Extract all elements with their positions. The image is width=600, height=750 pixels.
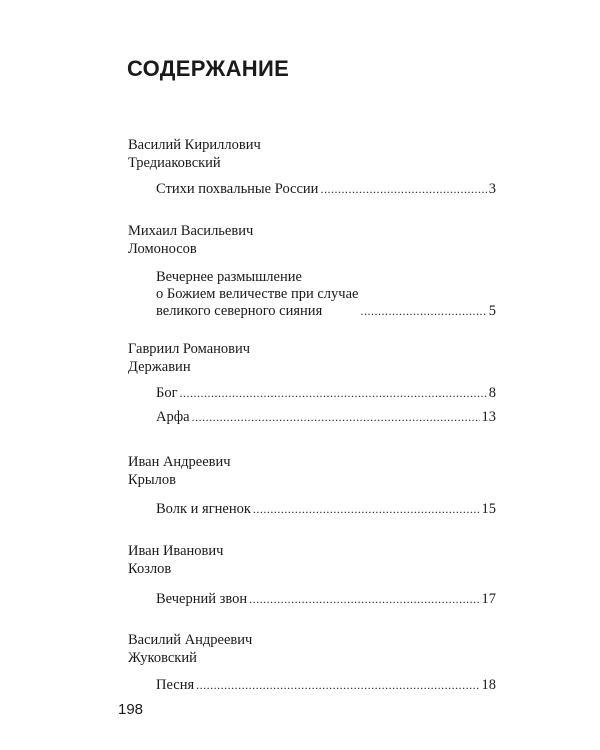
author-name: Василий Андреевич — [128, 632, 253, 648]
author-block — [128, 340, 250, 376]
author-block — [128, 542, 223, 578]
dot-leader — [253, 501, 480, 518]
author-surname: Крылов — [128, 472, 176, 488]
toc-entry-title-line: Вечерний звон — [156, 591, 248, 607]
toc-entry[interactable] — [156, 501, 496, 518]
toc-entry[interactable] — [156, 591, 496, 608]
toc-entry-title-line: Волк и ягненок — [156, 501, 251, 517]
dot-leader — [180, 385, 487, 402]
toc-entry[interactable] — [156, 181, 496, 198]
author-name: Иван Иванович — [128, 543, 224, 559]
toc-entry-title — [156, 181, 318, 198]
toc-entry-page: 13 — [481, 409, 496, 425]
author-block — [128, 453, 231, 489]
toc-entry-title-line: о Божием величестве при случае — [156, 286, 359, 302]
toc-entry-page: 15 — [481, 501, 496, 517]
author-surname: Тредиаковский — [128, 155, 221, 171]
toc-entry-page: 8 — [488, 385, 496, 401]
toc-entry[interactable] — [156, 269, 496, 320]
dot-leader — [320, 181, 486, 198]
toc-entry-title-line: Бог — [156, 385, 178, 401]
toc-entry[interactable] — [156, 409, 496, 426]
page-title: СОДЕРЖАНИЕ — [127, 56, 290, 81]
toc-entry-title — [156, 269, 358, 320]
toc-entry-title-line: великого северного сияния — [156, 303, 323, 319]
toc-entry-title-line: Песня — [156, 677, 195, 693]
toc-entry-title-line: Стихи похвальные России — [156, 181, 319, 197]
page-number: 198 — [118, 701, 144, 718]
toc-entry-title — [156, 677, 194, 694]
author-surname: Жуковский — [128, 650, 197, 666]
author-block — [128, 631, 252, 667]
author-surname: Ломоносов — [128, 241, 197, 257]
toc-entry-title — [156, 385, 178, 402]
toc-entry-title — [156, 501, 251, 518]
author-surname: Державин — [128, 359, 191, 375]
dot-leader — [249, 591, 479, 608]
toc-entry-page: 3 — [488, 181, 496, 197]
toc-entry-title — [156, 591, 247, 608]
author-block — [128, 222, 253, 258]
dot-leader — [360, 303, 486, 320]
toc-entry-page: 18 — [481, 677, 496, 693]
toc-entry-page: 5 — [488, 303, 496, 319]
author-name: Гавриил Романович — [128, 341, 251, 357]
author-name: Василий Кириллович — [128, 137, 261, 153]
author-block — [128, 136, 261, 172]
author-surname: Козлов — [128, 561, 172, 577]
toc-entry-title-line: Арфа — [156, 409, 190, 425]
author-name: Иван Андреевич — [128, 454, 231, 470]
dot-leader — [192, 409, 480, 426]
toc-entry-page: 17 — [481, 591, 496, 607]
toc-entry[interactable] — [156, 385, 496, 402]
toc-entry-title-line: Вечернее размышление — [156, 269, 302, 285]
toc-entry-title — [156, 409, 190, 426]
toc-entry[interactable] — [156, 677, 496, 694]
dot-leader — [196, 677, 479, 694]
author-name: Михаил Васильевич — [128, 223, 254, 239]
